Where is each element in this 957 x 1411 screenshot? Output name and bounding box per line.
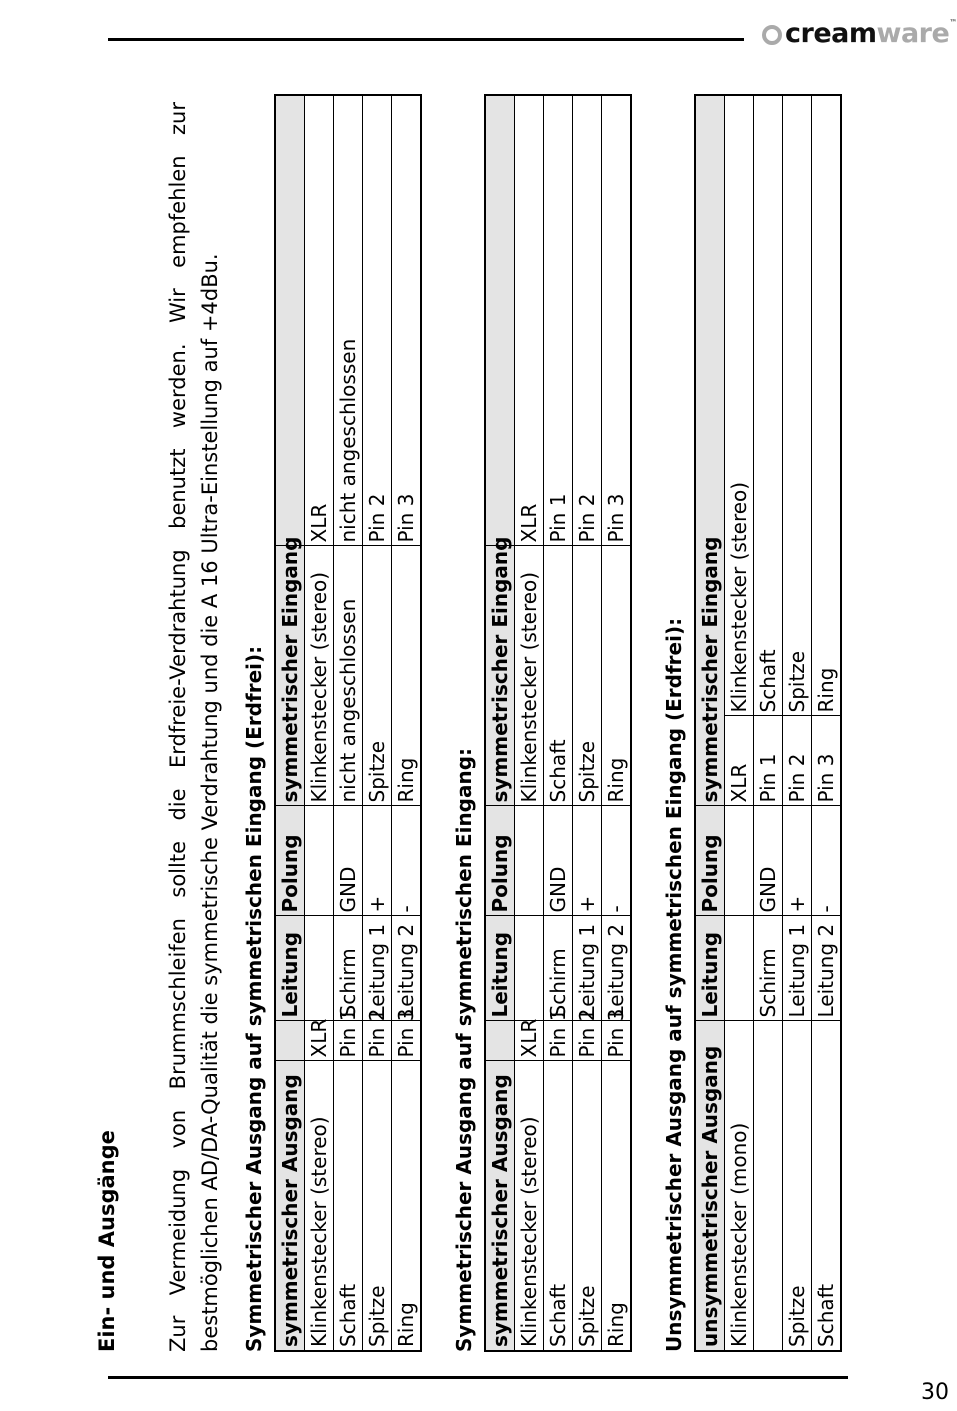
- section-unsym-sym-erdfrei: [660, 96, 842, 1352]
- table-cell: Schirm: [754, 916, 783, 1021]
- table-cell: Spitze: [573, 546, 602, 806]
- table-row: [515, 95, 544, 1351]
- table-cell: Schirm: [544, 916, 573, 1021]
- table-cell: Pin 1: [754, 716, 783, 806]
- wiring-table: [484, 94, 632, 1352]
- table-cell: Pin 3: [812, 716, 842, 806]
- table-cell: Klinkenstecker (stereo): [305, 1061, 334, 1351]
- table-cell: Schaft: [334, 1061, 363, 1351]
- table-cell: Klinkenstecker (stereo): [515, 546, 544, 806]
- table-row: [812, 95, 842, 1351]
- header-cell: [485, 95, 515, 546]
- table-cell: Ring: [602, 1061, 632, 1351]
- header-cell: Polung: [695, 806, 725, 916]
- table-row: [783, 95, 812, 1351]
- table-cell: Spitze: [573, 1061, 602, 1351]
- table-cell: Pin 2: [573, 95, 602, 546]
- header-cell: Polung: [485, 806, 515, 916]
- table-cell: Leitung 1: [783, 916, 812, 1021]
- header-rule: [108, 38, 744, 41]
- table-row: [754, 95, 783, 1351]
- table-cell: GND: [544, 806, 573, 916]
- header-cell: Leitung: [485, 916, 515, 1021]
- wiring-table: [274, 94, 422, 1352]
- header-cell: [275, 1021, 305, 1061]
- table-cell: Spitze: [783, 1021, 812, 1351]
- table-cell: XLR: [305, 1021, 334, 1061]
- table-row: [602, 95, 632, 1351]
- table-cell: [515, 806, 544, 916]
- table-cell: Klinkenstecker (stereo): [725, 95, 754, 716]
- table-header-row: [275, 95, 305, 1351]
- table-cell: [515, 916, 544, 1021]
- header-cell: Leitung: [695, 916, 725, 1021]
- table-row: [573, 95, 602, 1351]
- table-row: [363, 95, 392, 1351]
- header-cell: Polung: [275, 806, 305, 916]
- table-cell: +: [363, 806, 392, 916]
- table-cell: -: [392, 806, 422, 916]
- table-cell: Ring: [392, 1061, 422, 1351]
- table-cell: Leitung 1: [363, 916, 392, 1021]
- table-cell: [305, 916, 334, 1021]
- table-cell: XLR: [725, 716, 754, 806]
- table-header-row: [695, 95, 725, 1351]
- table-row: [392, 95, 422, 1351]
- header-cell: symmetrischer Ausgang: [275, 1061, 305, 1351]
- table-cell: Pin 2: [363, 1021, 392, 1061]
- header-cell: unsymmetrischer Ausgang: [695, 1021, 725, 1351]
- intro-paragraph: Zur Vermeidung von Brummschleifen sollte die Erdfreie-Verdrahtung benutzt werden. Wir empfehlen zur bestmöglichen AD/DA-Qualität die symmetrische Verdrahtung und die A 16 Ultra-Einstellung auf +4dBu.: [166, 102, 222, 1352]
- table-cell: Klinkenstecker (stereo): [515, 1061, 544, 1351]
- table-cell: Leitung 2: [812, 916, 842, 1021]
- section-sym-sym: [450, 96, 632, 1352]
- header-cell: [275, 95, 305, 546]
- table-cell: Pin 3: [602, 95, 632, 546]
- table-cell: XLR: [515, 1021, 544, 1061]
- table-cell: Pin 1: [334, 1021, 363, 1061]
- table-cell: [754, 1021, 783, 1351]
- table-cell: Pin 2: [783, 716, 812, 806]
- header-cell: symmetrischer Eingang: [485, 546, 515, 806]
- table-cell: [725, 806, 754, 916]
- table-cell: +: [573, 806, 602, 916]
- logo-ring-icon: [762, 25, 782, 45]
- header-cell: [485, 1021, 515, 1061]
- header-cell: symmetrischer Eingang: [695, 95, 725, 806]
- page-title: Ein- und Ausgänge: [95, 1130, 119, 1352]
- table-cell: Pin 1: [544, 95, 573, 546]
- table-cell: nicht angeschlossen: [334, 546, 363, 806]
- footer-rule: [108, 1376, 848, 1379]
- wiring-table: [694, 94, 842, 1352]
- table-cell: Leitung 2: [602, 916, 632, 1021]
- header-cell: symmetrischer Eingang: [275, 546, 305, 806]
- section-title: Symmetrischer Ausgang auf symmetrischen Eingang:: [452, 747, 476, 1352]
- table-cell: Pin 1: [544, 1021, 573, 1061]
- table-cell: +: [783, 806, 812, 916]
- header-cell: Leitung: [275, 916, 305, 1021]
- page-number: 30: [921, 1380, 949, 1405]
- table-cell: GND: [754, 806, 783, 916]
- table-cell: XLR: [305, 95, 334, 546]
- table-cell: Spitze: [783, 95, 812, 716]
- table-cell: Leitung 2: [392, 916, 422, 1021]
- rotated-content: [90, 82, 870, 1352]
- table-header-row: [485, 95, 515, 1351]
- table-cell: Schaft: [754, 95, 783, 716]
- section-title: Unsymmetrischer Ausgang auf symmetrischen Eingang (Erdfrei):: [662, 617, 686, 1352]
- table-cell: Spitze: [363, 1061, 392, 1351]
- table-cell: Ring: [602, 546, 632, 806]
- table-cell: Pin 2: [363, 95, 392, 546]
- table-cell: Leitung 1: [573, 916, 602, 1021]
- table-cell: Pin 3: [392, 95, 422, 546]
- table-cell: Spitze: [363, 546, 392, 806]
- table-cell: Schirm: [334, 916, 363, 1021]
- section-sym-sym-erdfrei: [240, 96, 422, 1352]
- creamware-logo: creamware™: [762, 18, 957, 49]
- section-title: Symmetrischer Ausgang auf symmetrischen Eingang (Erdfrei):: [242, 645, 266, 1352]
- table-cell: Pin 3: [392, 1021, 422, 1061]
- table-cell: Klinkenstecker (mono): [725, 1021, 754, 1351]
- table-cell: Pin 2: [573, 1021, 602, 1061]
- table-cell: -: [812, 806, 842, 916]
- table-cell: Ring: [392, 546, 422, 806]
- table-cell: Schaft: [812, 1021, 842, 1351]
- table-row: [305, 95, 334, 1351]
- table-cell: [305, 806, 334, 916]
- table-row: [544, 95, 573, 1351]
- table-cell: Ring: [812, 95, 842, 716]
- table-cell: nicht angeschlossen: [334, 95, 363, 546]
- table-cell: GND: [334, 806, 363, 916]
- table-cell: -: [602, 806, 632, 916]
- table-cell: Klinkenstecker (stereo): [305, 546, 334, 806]
- table-cell: Pin 3: [602, 1021, 632, 1061]
- table-cell: Schaft: [544, 546, 573, 806]
- table-cell: XLR: [515, 95, 544, 546]
- table-cell: [725, 916, 754, 1021]
- table-cell: Schaft: [544, 1061, 573, 1351]
- header-cell: symmetrischer Ausgang: [485, 1061, 515, 1351]
- table-row: [334, 95, 363, 1351]
- table-row: [725, 95, 754, 1351]
